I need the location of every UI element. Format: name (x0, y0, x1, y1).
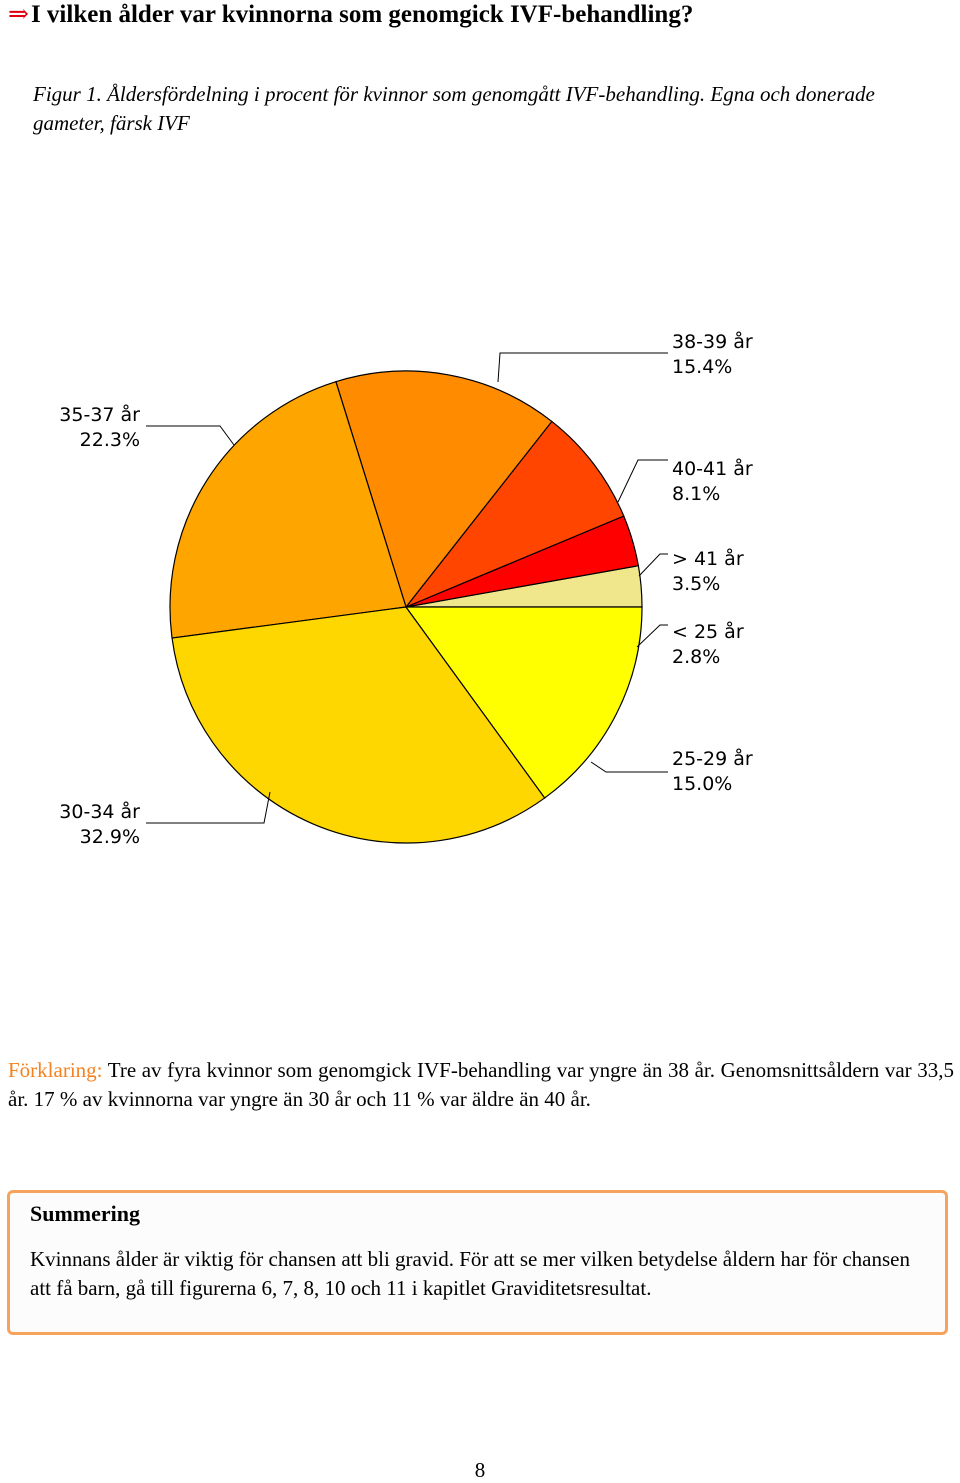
arrow-icon: ⇒ (8, 1, 29, 28)
slice-value-30-34-r: 32.9% (79, 826, 140, 848)
pie-chart (0, 320, 960, 880)
slice-value-38-39-r: 15.4% (672, 356, 733, 378)
leader-line-30-34-r (146, 792, 270, 823)
leader-line-41-r (639, 554, 668, 576)
leader-line-35-37-r (146, 426, 234, 445)
slice-label-35-37-r: 35-37 år (59, 404, 140, 426)
slice-value-41-r: 3.5% (672, 573, 721, 595)
summary-title: Summering (30, 1201, 140, 1226)
slice-label-25-r: < 25 år (672, 621, 744, 643)
slice-label-25-29-r: 25-29 år (672, 748, 753, 770)
slice-label-38-39-r: 38-39 år (672, 331, 753, 353)
explanation-term: Förklaring: (8, 1058, 103, 1082)
page-number: 8 (474, 1458, 486, 1482)
section-heading-text: I vilken ålder var kvinnorna som genomgick IVF-behandling? (30, 1, 694, 28)
summary-text: Kvinnans ålder är viktig för chansen att bli gravid. För att se mer vilken betydelse åldern har för chansen att få barn, gå till figurerna 6, 7, 8, 10 och 11 i kapitlet Graviditetsresultat. (30, 1247, 910, 1300)
summary-box (7, 1190, 948, 1335)
slice-value-35-37-r: 22.3% (79, 429, 140, 451)
slice-label-40-41-r: 40-41 år (672, 458, 753, 480)
slice-label-30-34-r: 30-34 år (59, 801, 140, 823)
leader-line-25-29-r (591, 762, 668, 772)
leader-line-40-41-r (618, 460, 668, 502)
slice-value-40-41-r: 8.1% (672, 483, 721, 505)
section-heading (8, 0, 693, 30)
slice-value-25-29-r: 15.0% (672, 773, 733, 795)
slice-label-41-r: > 41 år (672, 548, 744, 570)
explanation-text: Tre av fyra kvinnor som genomgick IVF-behandling var yngre än 38 år. Genomsnittsåldern var 33,5 år. 17 % av kvinnorna var yngre än 30 år och 11 % var äldre än 40 år. (8, 1058, 955, 1111)
figure-caption: Figur 1. Åldersfördelning i procent för kvinnor som genomgått IVF-behandling. Egna och donerade gameter, färsk IVF (33, 82, 875, 135)
leader-line-38-39-r (498, 353, 668, 382)
slice-value-25-r: 2.8% (672, 646, 721, 668)
explanation (8, 1056, 954, 1114)
